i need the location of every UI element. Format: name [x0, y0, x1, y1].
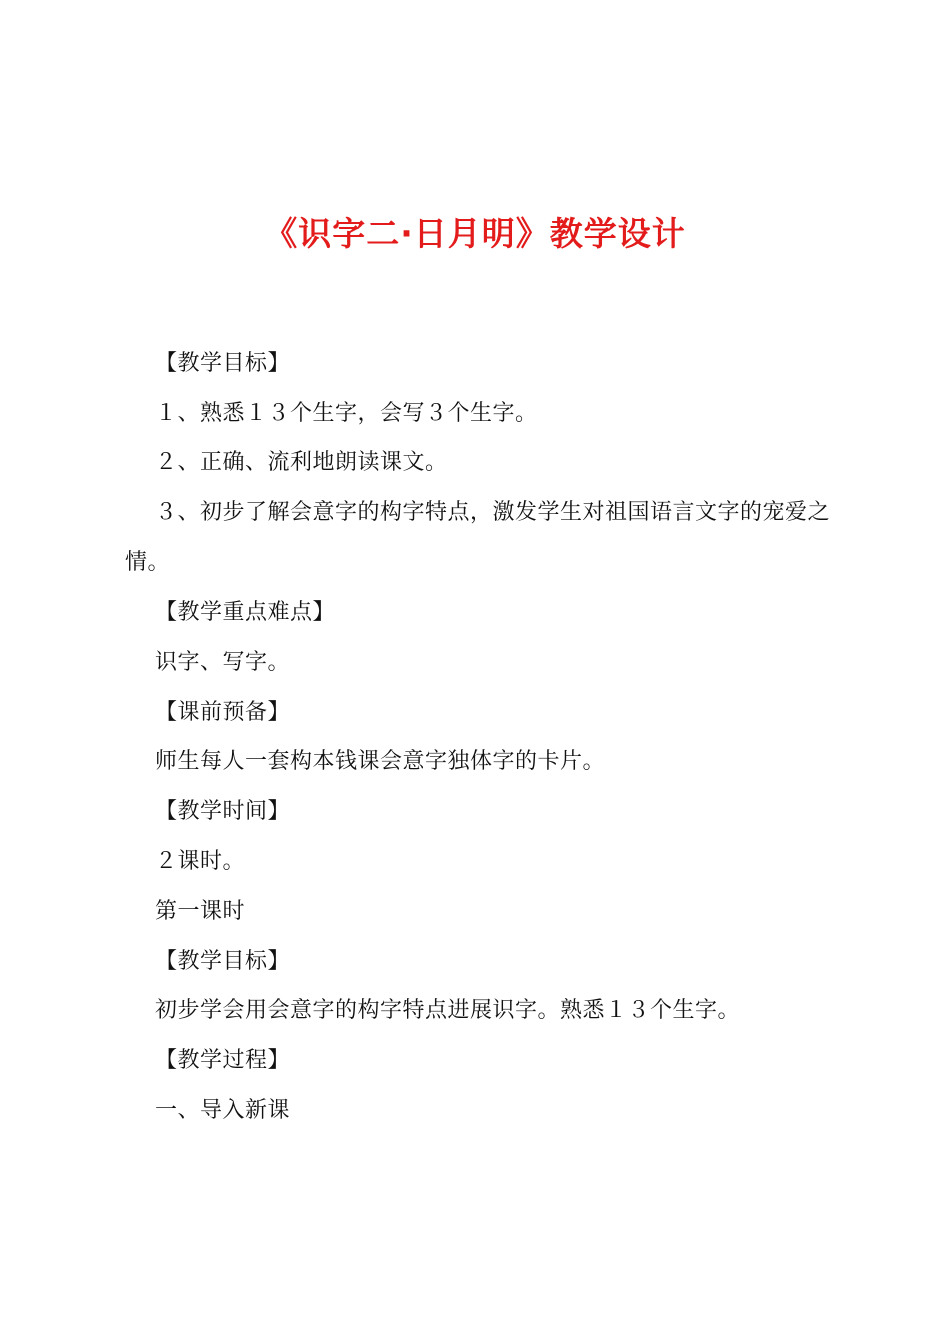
time-text: ２课时。	[155, 849, 246, 874]
document-title: 《识字二·日月明》教学设计	[264, 214, 686, 253]
lesson-objectives-text: 初步学会用会意字的构字特点进展识字。熟悉１３个生字。	[155, 998, 741, 1023]
lesson-one-heading: 第一课时	[155, 899, 246, 924]
objective-item-3-continuation: 情。	[125, 550, 171, 575]
objective-item-3: ３、初步了解会意字的构字特点，激发学生对祖国语言文字的宠爱之	[155, 500, 831, 525]
section-heading-process: 【教学过程】	[155, 1048, 291, 1073]
section-heading-preparation: 【课前预备】	[155, 700, 291, 725]
preparation-text: 师生每人一套构本钱课会意字独体字的卡片。	[155, 749, 606, 774]
key-points-text: 识字、写字。	[155, 650, 291, 675]
process-step-1: 一、导入新课	[155, 1098, 291, 1123]
section-heading-key-points: 【教学重点难点】	[155, 600, 336, 625]
objective-item-2: ２、正确、流利地朗读课文。	[155, 450, 448, 475]
objective-item-1: １、熟悉１３个生字，会写３个生字。	[155, 401, 538, 426]
section-heading-objectives: 【教学目标】	[155, 351, 291, 376]
section-heading-lesson-objectives: 【教学目标】	[155, 949, 291, 974]
section-heading-time: 【教学时间】	[155, 799, 291, 824]
